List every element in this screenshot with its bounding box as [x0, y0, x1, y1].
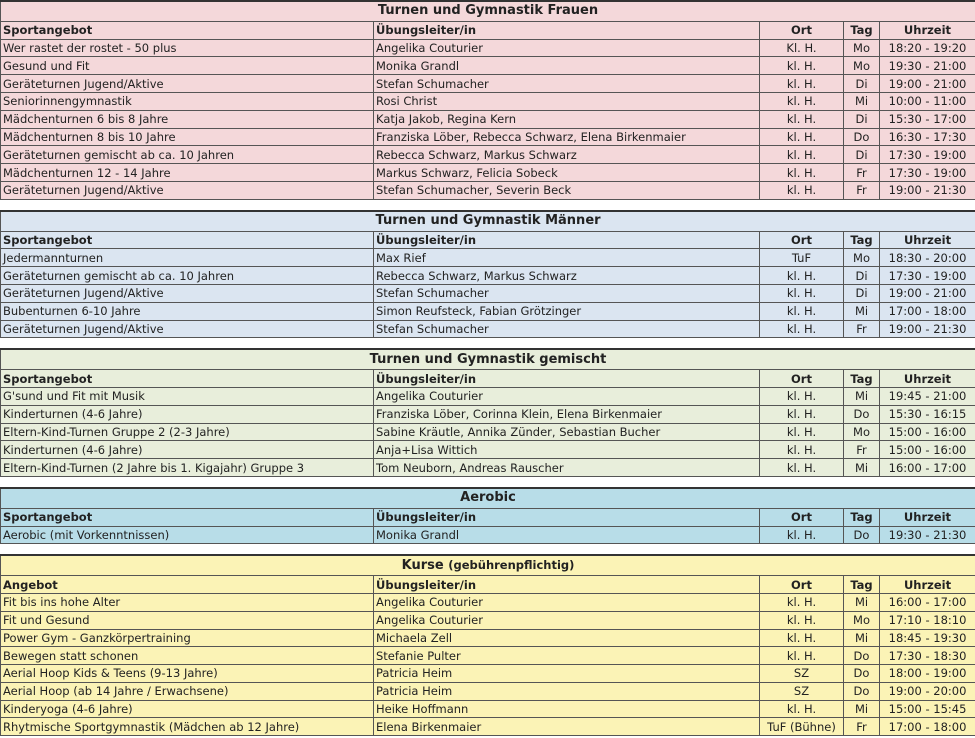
table-row — [1, 110, 975, 128]
table-row — [1, 611, 975, 629]
table-row — [1, 267, 975, 285]
cell-ort: kl. H. — [760, 700, 844, 718]
cell-uhrzeit: 15:00 - 16:00 — [880, 423, 975, 441]
table-row — [1, 629, 975, 647]
cell-angebot: Eltern-Kind-Turnen (2 Jahre bis 1. Kigajahr) Gruppe 3 — [1, 459, 374, 477]
cell-uebungsleiter: Franziska Löber, Rebecca Schwarz, Elena Birkenmaier — [374, 128, 760, 146]
cell-uhrzeit: 19:00 - 20:00 — [880, 682, 975, 700]
section-gap — [0, 338, 975, 348]
cell-uebungsleiter: Simon Reufsteck, Fabian Grötzinger — [374, 302, 760, 320]
header-row — [1, 21, 975, 39]
cell-ort: TuF — [760, 249, 844, 267]
header-angebot: Sportangebot — [1, 370, 374, 388]
table-row — [1, 682, 975, 700]
cell-uhrzeit: 18:20 - 19:20 — [880, 39, 975, 57]
cell-uhrzeit: 16:00 - 17:00 — [880, 459, 975, 477]
cell-angebot: Eltern-Kind-Turnen Gruppe 2 (2-3 Jahre) — [1, 423, 374, 441]
cell-ort: kl. H. — [760, 110, 844, 128]
cell-tag: Mi — [844, 302, 880, 320]
header-uhrzeit: Uhrzeit — [880, 508, 975, 526]
cell-ort: kl. H. — [760, 92, 844, 110]
section-gap — [0, 200, 975, 210]
cell-tag: Do — [844, 526, 880, 544]
cell-ort: kl. H. — [760, 57, 844, 75]
header-row — [1, 576, 975, 594]
cell-angebot: Geräteturnen Jugend/Aktive — [1, 75, 374, 93]
cell-uhrzeit: 15:30 - 17:00 — [880, 110, 975, 128]
cell-uhrzeit: 17:30 - 19:00 — [880, 164, 975, 182]
cell-tag: Mi — [844, 92, 880, 110]
section-title — [1, 1, 975, 21]
section-title-text: Turnen und Gymnastik gemischt — [369, 351, 607, 367]
cell-ort: kl. H. — [760, 75, 844, 93]
cell-uhrzeit: 15:00 - 16:00 — [880, 441, 975, 459]
cell-ort: kl. H. — [760, 629, 844, 647]
cell-angebot: Mädchenturnen 12 - 14 Jahre — [1, 164, 374, 182]
header-uhrzeit: Uhrzeit — [880, 231, 975, 249]
cell-tag: Mo — [844, 423, 880, 441]
cell-ort: SZ — [760, 665, 844, 683]
cell-tag: Do — [844, 665, 880, 683]
cell-tag: Do — [844, 682, 880, 700]
cell-angebot: Geräteturnen Jugend/Aktive — [1, 320, 374, 338]
cell-tag: Do — [844, 128, 880, 146]
cell-ort: kl. H. — [760, 647, 844, 665]
cell-ort: kl. H. — [760, 526, 844, 544]
header-uebungsleiter: Übungsleiter/in — [374, 21, 760, 39]
table-row — [1, 249, 975, 267]
header-uebungsleiter: Übungsleiter/in — [374, 576, 760, 594]
cell-angebot: Kinderturnen (4-6 Jahre) — [1, 441, 374, 459]
cell-angebot: Aerial Hoop Kids & Teens (9-13 Jahre) — [1, 665, 374, 683]
cell-uhrzeit: 19:45 - 21:00 — [880, 387, 975, 405]
cell-angebot: Mädchenturnen 8 bis 10 Jahre — [1, 128, 374, 146]
cell-uebungsleiter: Monika Grandl — [374, 57, 760, 75]
cell-tag: Mo — [844, 249, 880, 267]
cell-uebungsleiter: Stefan Schumacher — [374, 320, 760, 338]
cell-tag: Fr — [844, 320, 880, 338]
table-row — [1, 665, 975, 683]
table-row — [1, 718, 975, 736]
cell-uhrzeit: 10:00 - 11:00 — [880, 92, 975, 110]
cell-ort: kl. H. — [760, 146, 844, 164]
table-row — [1, 423, 975, 441]
header-ort: Ort — [760, 370, 844, 388]
table-row — [1, 92, 975, 110]
cell-angebot: Bewegen statt schonen — [1, 647, 374, 665]
cell-uebungsleiter: Rebecca Schwarz, Markus Schwarz — [374, 267, 760, 285]
cell-angebot: Bubenturnen 6-10 Jahre — [1, 302, 374, 320]
cell-ort: TuF (Bühne) — [760, 718, 844, 736]
header-row — [1, 370, 975, 388]
cell-uhrzeit: 16:30 - 17:30 — [880, 128, 975, 146]
cell-tag: Di — [844, 284, 880, 302]
cell-tag: Di — [844, 75, 880, 93]
cell-tag: Di — [844, 267, 880, 285]
header-ort: Ort — [760, 21, 844, 39]
section-title — [1, 349, 975, 369]
section-gemischt — [0, 348, 975, 477]
cell-angebot: Wer rastet der rostet - 50 plus — [1, 39, 374, 57]
cell-ort: kl. H. — [760, 320, 844, 338]
cell-uebungsleiter: Monika Grandl — [374, 526, 760, 544]
cell-angebot: Aerial Hoop (ab 14 Jahre / Erwachsene) — [1, 682, 374, 700]
cell-ort: kl. H. — [760, 593, 844, 611]
cell-uebungsleiter: Stefan Schumacher — [374, 284, 760, 302]
cell-tag: Fr — [844, 181, 880, 199]
cell-ort: SZ — [760, 682, 844, 700]
cell-uhrzeit: 19:00 - 21:00 — [880, 75, 975, 93]
cell-ort: kl. H. — [760, 387, 844, 405]
cell-angebot: Geräteturnen Jugend/Aktive — [1, 284, 374, 302]
cell-tag: Di — [844, 110, 880, 128]
cell-angebot: Geräteturnen Jugend/Aktive — [1, 181, 374, 199]
table-row — [1, 593, 975, 611]
cell-ort: kl. H. — [760, 181, 844, 199]
table-row — [1, 284, 975, 302]
cell-uhrzeit: 15:30 - 16:15 — [880, 405, 975, 423]
header-tag: Tag — [844, 21, 880, 39]
table-row — [1, 128, 975, 146]
cell-tag: Do — [844, 405, 880, 423]
header-ort: Ort — [760, 576, 844, 594]
cell-tag: Do — [844, 647, 880, 665]
cell-uhrzeit: 17:30 - 18:30 — [880, 647, 975, 665]
header-uebungsleiter: Übungsleiter/in — [374, 508, 760, 526]
table-row — [1, 441, 975, 459]
cell-angebot: G'sund und Fit mit Musik — [1, 387, 374, 405]
cell-uhrzeit: 16:00 - 17:00 — [880, 593, 975, 611]
cell-uebungsleiter: Max Rief — [374, 249, 760, 267]
cell-ort: kl. H. — [760, 284, 844, 302]
header-angebot: Angebot — [1, 576, 374, 594]
cell-tag: Mi — [844, 629, 880, 647]
cell-uebungsleiter: Rebecca Schwarz, Markus Schwarz — [374, 146, 760, 164]
cell-uebungsleiter: Patricia Heim — [374, 665, 760, 683]
table-row — [1, 387, 975, 405]
header-row — [1, 508, 975, 526]
table-row — [1, 39, 975, 57]
cell-uebungsleiter: Stefanie Pulter — [374, 647, 760, 665]
cell-ort: Kl. H. — [760, 39, 844, 57]
section-title — [1, 555, 975, 575]
table-row — [1, 526, 975, 544]
cell-uhrzeit: 17:00 - 18:00 — [880, 718, 975, 736]
cell-uebungsleiter: Angelika Couturier — [374, 611, 760, 629]
header-ort: Ort — [760, 508, 844, 526]
table-row — [1, 164, 975, 182]
section-title — [1, 488, 975, 508]
table-row — [1, 459, 975, 477]
cell-angebot: Gesund und Fit — [1, 57, 374, 75]
cell-uebungsleiter: Anja+Lisa Wittich — [374, 441, 760, 459]
cell-uebungsleiter: Angelika Couturier — [374, 593, 760, 611]
cell-uhrzeit: 17:10 - 18:10 — [880, 611, 975, 629]
cell-tag: Fr — [844, 441, 880, 459]
header-uhrzeit: Uhrzeit — [880, 21, 975, 39]
cell-uhrzeit: 19:30 - 21:00 — [880, 57, 975, 75]
cell-ort: kl. H. — [760, 441, 844, 459]
header-uhrzeit: Uhrzeit — [880, 576, 975, 594]
table-row — [1, 647, 975, 665]
cell-tag: Mi — [844, 387, 880, 405]
section-kurse — [0, 554, 975, 736]
cell-tag: Mo — [844, 57, 880, 75]
cell-tag: Mi — [844, 459, 880, 477]
header-angebot: Sportangebot — [1, 21, 374, 39]
section-gap — [0, 544, 975, 554]
cell-tag: Mo — [844, 39, 880, 57]
cell-ort: kl. H. — [760, 423, 844, 441]
table-row — [1, 320, 975, 338]
cell-uhrzeit: 15:00 - 15:45 — [880, 700, 975, 718]
table-row — [1, 57, 975, 75]
cell-uebungsleiter: Rosi Christ — [374, 92, 760, 110]
section-title-text: Turnen und Gymnastik Frauen — [377, 3, 599, 19]
cell-uhrzeit: 19:00 - 21:00 — [880, 284, 975, 302]
section-title-text: Kurse — [401, 558, 444, 574]
cell-uebungsleiter: Markus Schwarz, Felicia Sobeck — [374, 164, 760, 182]
cell-ort: kl. H. — [760, 302, 844, 320]
cell-uebungsleiter: Elena Birkenmaier — [374, 718, 760, 736]
cell-tag: Fr — [844, 718, 880, 736]
section-title — [1, 211, 975, 231]
section-aerobic — [0, 487, 975, 544]
cell-angebot: Geräteturnen gemischt ab ca. 10 Jahren — [1, 267, 374, 285]
cell-ort: kl. H. — [760, 267, 844, 285]
header-tag: Tag — [844, 370, 880, 388]
cell-ort: kl. H. — [760, 459, 844, 477]
cell-uebungsleiter: Michaela Zell — [374, 629, 760, 647]
cell-uhrzeit: 18:00 - 19:00 — [880, 665, 975, 683]
section-title-text: Turnen und Gymnastik Männer — [375, 213, 601, 229]
table-row — [1, 146, 975, 164]
cell-angebot: Aerobic (mit Vorkenntnissen) — [1, 526, 374, 544]
cell-angebot: Power Gym - Ganzkörpertraining — [1, 629, 374, 647]
cell-uebungsleiter: Tom Neuborn, Andreas Rauscher — [374, 459, 760, 477]
cell-angebot: Kinderyoga (4-6 Jahre) — [1, 700, 374, 718]
cell-angebot: Rhytmische Sportgymnastik (Mädchen ab 12 Jahre) — [1, 718, 374, 736]
cell-uebungsleiter: Stefan Schumacher, Severin Beck — [374, 181, 760, 199]
cell-uebungsleiter: Heike Hoffmann — [374, 700, 760, 718]
cell-uebungsleiter: Angelika Couturier — [374, 39, 760, 57]
cell-tag: Mi — [844, 593, 880, 611]
header-tag: Tag — [844, 231, 880, 249]
header-uebungsleiter: Übungsleiter/in — [374, 231, 760, 249]
cell-uhrzeit: 17:30 - 19:00 — [880, 267, 975, 285]
cell-uhrzeit: 18:30 - 20:00 — [880, 249, 975, 267]
header-angebot: Sportangebot — [1, 508, 374, 526]
cell-angebot: Fit bis ins hohe Alter — [1, 593, 374, 611]
cell-uhrzeit: 19:30 - 21:30 — [880, 526, 975, 544]
cell-uebungsleiter: Sabine Kräutle, Annika Zünder, Sebastian Bucher — [374, 423, 760, 441]
cell-uhrzeit: 19:00 - 21:30 — [880, 181, 975, 199]
header-uhrzeit: Uhrzeit — [880, 370, 975, 388]
table-row — [1, 700, 975, 718]
cell-angebot: Geräteturnen gemischt ab ca. 10 Jahren — [1, 146, 374, 164]
section-gap — [0, 477, 975, 487]
cell-tag: Di — [844, 146, 880, 164]
cell-uebungsleiter: Franziska Löber, Corinna Klein, Elena Birkenmaier — [374, 405, 760, 423]
header-angebot: Sportangebot — [1, 231, 374, 249]
table-row — [1, 405, 975, 423]
section-maenner — [0, 210, 975, 339]
cell-angebot: Fit und Gesund — [1, 611, 374, 629]
cell-ort: kl. H. — [760, 128, 844, 146]
cell-uebungsleiter: Angelika Couturier — [374, 387, 760, 405]
table-row — [1, 181, 975, 199]
header-row — [1, 231, 975, 249]
cell-uhrzeit: 17:00 - 18:00 — [880, 302, 975, 320]
table-row — [1, 75, 975, 93]
section-frauen — [0, 0, 975, 200]
cell-tag: Fr — [844, 164, 880, 182]
cell-tag: Mo — [844, 611, 880, 629]
cell-uhrzeit: 19:00 - 21:30 — [880, 320, 975, 338]
header-tag: Tag — [844, 508, 880, 526]
header-ort: Ort — [760, 231, 844, 249]
section-title-suffix: (gebührenpflichtig) — [448, 558, 575, 573]
table-row — [1, 302, 975, 320]
cell-angebot: Mädchenturnen 6 bis 8 Jahre — [1, 110, 374, 128]
cell-uebungsleiter: Stefan Schumacher — [374, 75, 760, 93]
cell-uebungsleiter: Patricia Heim — [374, 682, 760, 700]
header-uebungsleiter: Übungsleiter/in — [374, 370, 760, 388]
cell-angebot: Seniorinnengymnastik — [1, 92, 374, 110]
cell-uhrzeit: 17:30 - 19:00 — [880, 146, 975, 164]
cell-uhrzeit: 18:45 - 19:30 — [880, 629, 975, 647]
cell-ort: kl. H. — [760, 611, 844, 629]
cell-angebot: Kinderturnen (4-6 Jahre) — [1, 405, 374, 423]
cell-uebungsleiter: Katja Jakob, Regina Kern — [374, 110, 760, 128]
cell-ort: kl. H. — [760, 405, 844, 423]
header-tag: Tag — [844, 576, 880, 594]
cell-tag: Mi — [844, 700, 880, 718]
cell-angebot: Jedermannturnen — [1, 249, 374, 267]
cell-ort: kl. H. — [760, 164, 844, 182]
section-title-text: Aerobic — [460, 490, 516, 506]
